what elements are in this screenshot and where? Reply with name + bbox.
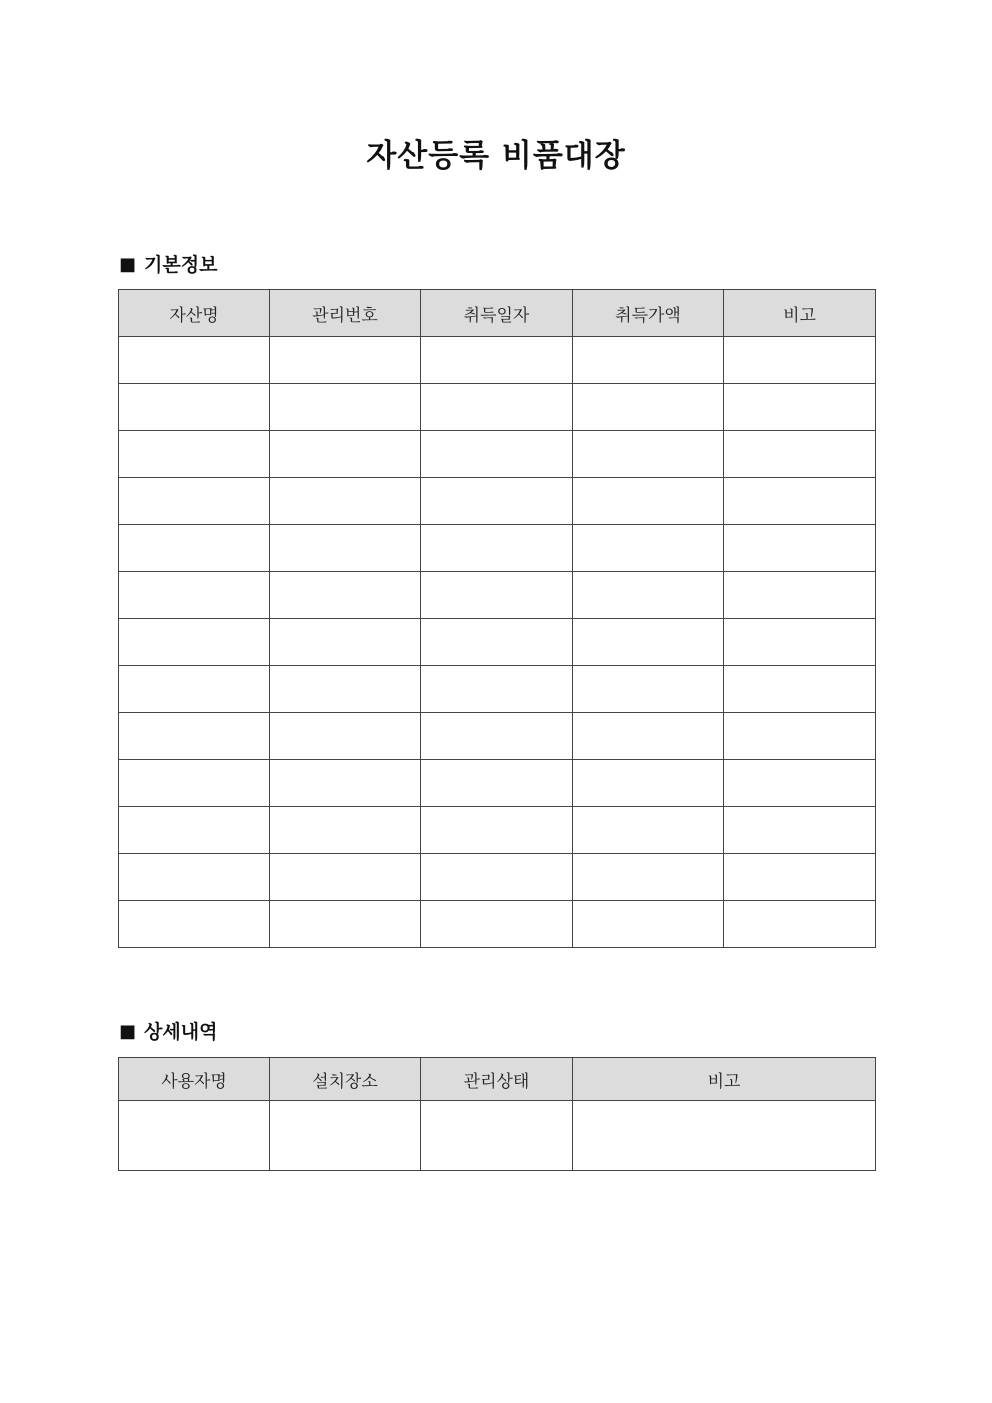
- table-row: [119, 901, 876, 948]
- table-cell[interactable]: [573, 619, 724, 666]
- table-cell[interactable]: [119, 854, 270, 901]
- table-cell[interactable]: [119, 1101, 270, 1171]
- details-table: [118, 1057, 876, 1171]
- column-header-acquisition-price: 취득가액: [573, 290, 724, 337]
- document-title: 자산등록 비품대장: [366, 138, 626, 174]
- table-cell[interactable]: [724, 525, 876, 572]
- table-row: [119, 807, 876, 854]
- table-row: [119, 666, 876, 713]
- table-cell[interactable]: [573, 1101, 876, 1171]
- table-cell[interactable]: [421, 713, 573, 760]
- table-cell[interactable]: [270, 760, 421, 807]
- column-header-acquisition-date: 취득일자: [421, 290, 573, 337]
- table-cell[interactable]: [573, 901, 724, 948]
- table-cell[interactable]: [724, 478, 876, 525]
- table-cell[interactable]: [573, 713, 724, 760]
- table-cell[interactable]: [119, 431, 270, 478]
- table-cell[interactable]: [421, 572, 573, 619]
- table-cell[interactable]: [270, 572, 421, 619]
- table-cell[interactable]: [421, 525, 573, 572]
- table-cell[interactable]: [270, 666, 421, 713]
- table-row: [119, 431, 876, 478]
- table-cell[interactable]: [270, 854, 421, 901]
- basic-info-header-row: [119, 290, 876, 337]
- table-cell[interactable]: [270, 384, 421, 431]
- table-cell[interactable]: [724, 854, 876, 901]
- table-cell[interactable]: [421, 666, 573, 713]
- table-cell[interactable]: [573, 666, 724, 713]
- table-cell[interactable]: [421, 1101, 573, 1171]
- table-cell[interactable]: [421, 337, 573, 384]
- table-cell[interactable]: [270, 901, 421, 948]
- table-cell[interactable]: [724, 384, 876, 431]
- column-header-user-name: 사용자명: [119, 1058, 270, 1101]
- table-cell[interactable]: [573, 478, 724, 525]
- column-header-asset-name: 자산명: [119, 290, 270, 337]
- table-cell[interactable]: [119, 713, 270, 760]
- table-cell[interactable]: [724, 760, 876, 807]
- table-cell[interactable]: [724, 337, 876, 384]
- table-cell[interactable]: [573, 431, 724, 478]
- table-row: [119, 337, 876, 384]
- table-row: [119, 384, 876, 431]
- table-cell[interactable]: [270, 713, 421, 760]
- column-header-management-status: 관리상태: [421, 1058, 573, 1101]
- table-cell[interactable]: [573, 337, 724, 384]
- table-row: [119, 713, 876, 760]
- table-cell[interactable]: [724, 431, 876, 478]
- table-cell[interactable]: [119, 572, 270, 619]
- table-row: [119, 525, 876, 572]
- table-cell[interactable]: [421, 431, 573, 478]
- column-header-details-remarks: 비고: [573, 1058, 876, 1101]
- section-heading-details: [119, 1020, 217, 1044]
- table-cell[interactable]: [724, 901, 876, 948]
- table-cell[interactable]: [119, 525, 270, 572]
- table-row: [119, 854, 876, 901]
- table-cell[interactable]: [270, 431, 421, 478]
- table-cell[interactable]: [270, 807, 421, 854]
- table-cell[interactable]: [119, 384, 270, 431]
- table-cell[interactable]: [270, 478, 421, 525]
- table-cell[interactable]: [119, 807, 270, 854]
- section-title-basic-info: 기본정보: [144, 254, 218, 276]
- square-bullet-icon: ■: [119, 1021, 137, 1042]
- table-cell[interactable]: [421, 901, 573, 948]
- table-cell[interactable]: [270, 619, 421, 666]
- table-cell[interactable]: [421, 760, 573, 807]
- table-cell[interactable]: [119, 337, 270, 384]
- table-cell[interactable]: [724, 807, 876, 854]
- table-cell[interactable]: [270, 525, 421, 572]
- details-header-row: [119, 1058, 876, 1101]
- table-cell[interactable]: [573, 760, 724, 807]
- table-cell[interactable]: [270, 337, 421, 384]
- table-cell[interactable]: [724, 713, 876, 760]
- square-bullet-icon: ■: [119, 254, 137, 275]
- table-cell[interactable]: [421, 619, 573, 666]
- table-cell[interactable]: [724, 619, 876, 666]
- table-cell[interactable]: [421, 384, 573, 431]
- section-heading-basic-info: [119, 253, 217, 277]
- table-row: [119, 478, 876, 525]
- table-cell[interactable]: [119, 666, 270, 713]
- table-row: [119, 619, 876, 666]
- column-header-installation-location: 설치장소: [270, 1058, 421, 1101]
- table-cell[interactable]: [573, 854, 724, 901]
- table-cell[interactable]: [119, 760, 270, 807]
- table-cell[interactable]: [119, 901, 270, 948]
- table-cell[interactable]: [421, 478, 573, 525]
- basic-info-table: [118, 289, 876, 948]
- column-header-management-number: 관리번호: [270, 290, 421, 337]
- table-cell[interactable]: [724, 666, 876, 713]
- table-cell[interactable]: [421, 854, 573, 901]
- table-cell[interactable]: [270, 1101, 421, 1171]
- table-cell[interactable]: [573, 525, 724, 572]
- table-cell[interactable]: [421, 807, 573, 854]
- table-cell[interactable]: [119, 619, 270, 666]
- table-row: [119, 1101, 876, 1171]
- table-row: [119, 760, 876, 807]
- table-cell[interactable]: [573, 807, 724, 854]
- table-cell[interactable]: [724, 572, 876, 619]
- table-cell[interactable]: [573, 572, 724, 619]
- table-cell[interactable]: [119, 478, 270, 525]
- column-header-remarks: 비고: [724, 290, 876, 337]
- table-row: [119, 572, 876, 619]
- section-title-details: 상세내역: [144, 1021, 218, 1043]
- table-cell[interactable]: [573, 384, 724, 431]
